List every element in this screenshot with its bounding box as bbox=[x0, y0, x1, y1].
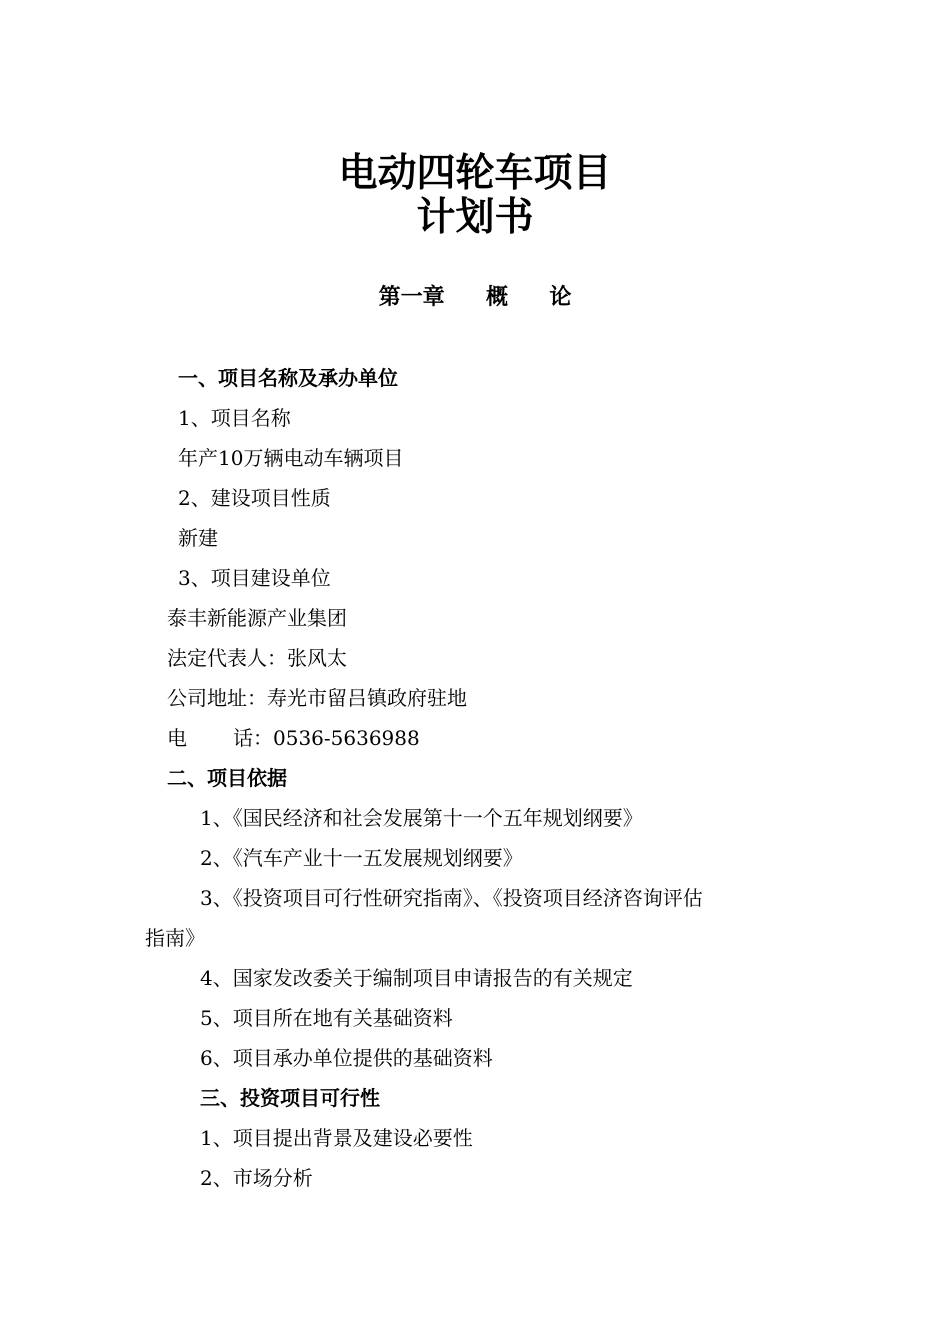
phone-label-b: 话：0536-5636988 bbox=[233, 726, 420, 750]
chapter-heading bbox=[0, 283, 950, 313]
document-title-line1: 电动四轮车项目 bbox=[338, 151, 612, 196]
section2-heading: 二、项目依据 bbox=[167, 766, 287, 790]
section1-heading: 一、项目名称及承办单位 bbox=[178, 366, 398, 390]
item1-value: 年产10万辆电动车辆项目 bbox=[178, 446, 404, 470]
company-address: 公司地址：寿光市留吕镇政府驻地 bbox=[167, 686, 467, 710]
chapter-word-1: 概 bbox=[485, 285, 508, 310]
basis-item-6: 6、项目承办单位提供的基础资料 bbox=[200, 1046, 493, 1070]
basis-item-3: 3、《投资项目可行性研究指南》、《投资项目经济咨询评估 bbox=[200, 886, 703, 910]
legal-representative: 法定代表人：张风太 bbox=[167, 646, 347, 670]
basis-item-3-cont: 指南》 bbox=[145, 926, 205, 950]
item1-label: 1、项目名称 bbox=[178, 406, 291, 430]
feasibility-item-1: 1、项目提出背景及建设必要性 bbox=[200, 1126, 473, 1150]
item3-label: 3、项目建设单位 bbox=[178, 566, 331, 590]
chapter-label: 第一章 bbox=[378, 285, 445, 310]
item2-label: 2、建设项目性质 bbox=[178, 486, 331, 510]
basis-item-2: 2、《汽车产业十一五发展规划纲要》 bbox=[200, 846, 523, 870]
chapter-word-2: 论 bbox=[549, 285, 572, 310]
phone-line bbox=[167, 724, 420, 752]
basis-item-5: 5、项目所在地有关基础资料 bbox=[200, 1006, 453, 1030]
section3-heading: 三、投资项目可行性 bbox=[200, 1086, 380, 1110]
item2-value: 新建 bbox=[178, 526, 218, 550]
basis-item-4: 4、国家发改委关于编制项目申请报告的有关规定 bbox=[200, 966, 633, 990]
basis-item-1: 1、《国民经济和社会发展第十一个五年规划纲要》 bbox=[200, 806, 643, 830]
document-title-line2: 计划书 bbox=[416, 195, 534, 240]
phone-label-a: 电 bbox=[167, 726, 187, 750]
company-name: 泰丰新能源产业集团 bbox=[167, 606, 347, 630]
feasibility-item-2: 2、市场分析 bbox=[200, 1166, 313, 1190]
